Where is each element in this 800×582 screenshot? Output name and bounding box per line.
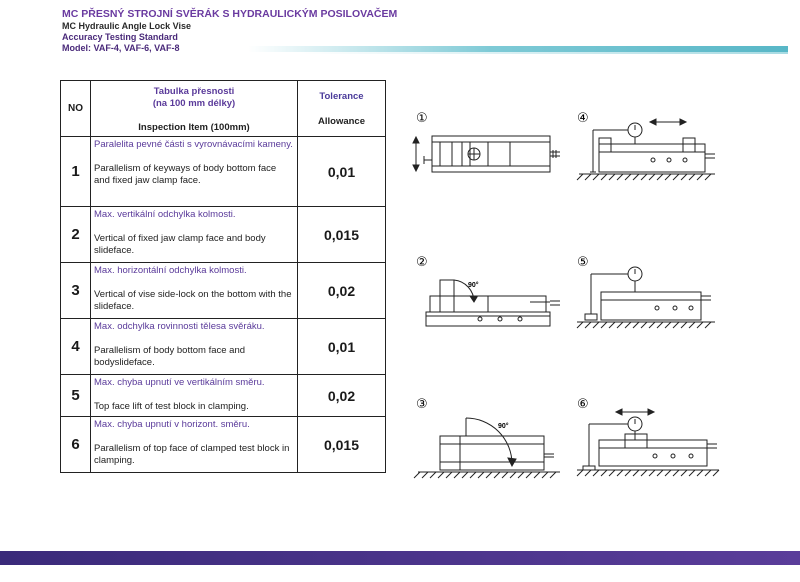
row-description [91,375,298,417]
model-line: Model: VAF-4, VAF-6, VAF-8 [62,43,180,53]
row-desc-cz: Max. chyba upnutí v horizont. směru. [94,419,250,430]
footer-bar [0,551,800,565]
table-row [61,319,386,375]
table-row [61,263,386,319]
figure-2-angle: 90° [468,282,479,289]
row-tolerance: 0,015 [298,417,386,473]
row-number: 1 [61,137,91,207]
figure-6-label: ⑥ [577,397,589,412]
title-english: MC Hydraulic Angle Lock Vise [62,21,192,31]
table-row [61,417,386,473]
accuracy-table [60,80,386,473]
header-allowance-label: Allowance [318,115,365,127]
row-desc-cz: Paralelita pevné části s vyrovnávacími kameny. [94,139,293,150]
row-desc-en: Parallelism of keyways of body bottom face and fixed jaw clamp face. [94,163,277,186]
figure-1-diagram [410,108,570,188]
figure-4-label: ④ [577,111,589,126]
row-desc-en: Top face lift of test block in clamping. [94,401,249,412]
row-desc-en: Vertical of vise side-lock on the bottom with the slideface. [94,289,292,312]
table-row [61,207,386,263]
row-number: 2 [61,207,91,263]
header-no: NO [61,81,91,137]
figure-5-label: ⑤ [577,255,589,270]
header-item-cz1: Tabulka přesnosti [153,86,235,97]
row-number: 3 [61,263,91,319]
row-description [91,417,298,473]
row-desc-en: Parallelism of top face of clamped test block in clamping. [94,443,290,466]
row-number: 4 [61,319,91,375]
figure-3-angle: 90° [498,423,509,430]
figure-2-label: ② [416,255,428,270]
row-description [91,137,298,207]
title-czech: MC PŘESNÝ STROJNÍ SVĚRÁK S HYDRAULICKÝM POSILOVAČEM [62,8,398,20]
row-number: 5 [61,375,91,417]
row-desc-cz: Max. chyba upnutí ve vertikálním směru. [94,377,265,388]
figure-4-diagram [575,108,735,188]
table-row [61,375,386,417]
header-tolerance [298,81,386,137]
header-item-cz2: (na 100 mm délky) [152,98,236,109]
figure-1-label: ① [416,111,428,126]
figure-5-diagram [575,252,735,332]
figure-3-diagram [410,394,570,484]
row-desc-cz: Max. odchylka rovinnosti tělesa svěráku. [94,321,265,332]
row-desc-cz: Max. horizontální odchylka kolmosti. [94,265,247,276]
header-tolerance-label: Tolerance [319,90,364,102]
header-accent-line [300,52,788,54]
row-tolerance: 0,01 [298,319,386,375]
figure-3-label: ③ [416,397,428,412]
subtitle: Accuracy Testing Standard [62,32,178,42]
row-description [91,207,298,263]
figure-6-diagram [575,394,735,484]
row-desc-en: Vertical of fixed jaw clamp face and body slideface. [94,233,266,256]
row-tolerance: 0,01 [298,137,386,207]
row-tolerance: 0,02 [298,375,386,417]
row-number: 6 [61,417,91,473]
row-tolerance: 0,015 [298,207,386,263]
row-desc-cz: Max. vertikální odchylka kolmosti. [94,209,236,220]
table-row [61,137,386,207]
figure-2-diagram [410,252,570,332]
header-item-en: Inspection Item (100mm) [138,122,250,133]
row-tolerance: 0,02 [298,263,386,319]
row-description [91,263,298,319]
row-description [91,319,298,375]
table-header-row [61,81,386,137]
row-desc-en: Parallelism of body bottom face and bodyslideface. [94,345,246,368]
header-item [91,81,298,137]
